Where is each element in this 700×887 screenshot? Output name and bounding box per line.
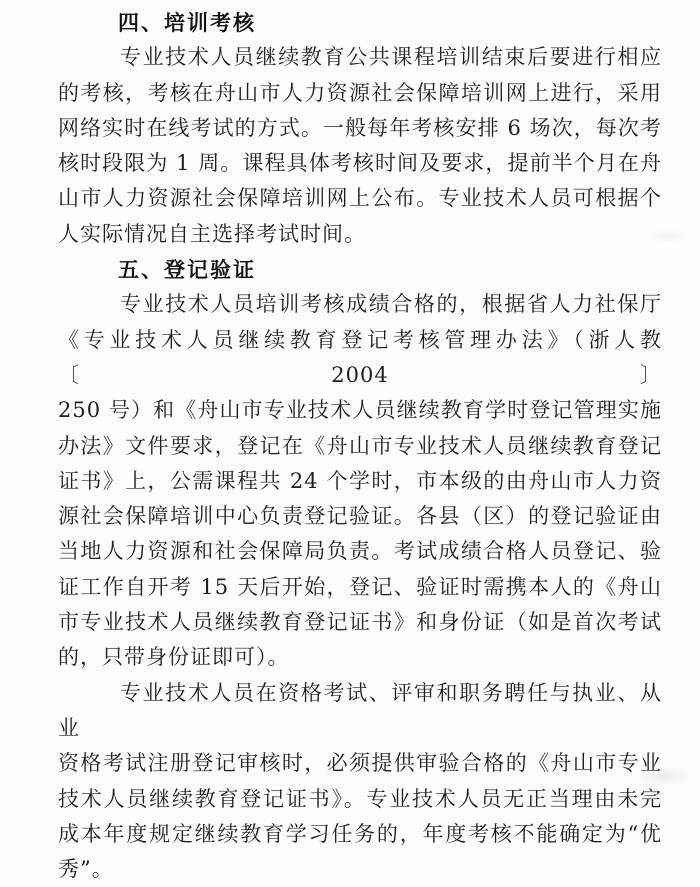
text-line: 核时段限为 1 周。课程具体考核时间及要求，提前半个月在舟 — [58, 151, 662, 176]
text-line: 源社会保障培训中心负责登记验证。各县（区）的登记验证由 — [58, 504, 662, 529]
text-line: 技术人员继续教育登记证书》。专业技术人员无正当理由未完 — [58, 786, 662, 811]
text-line: 资格考试注册登记审核时，必须提供审验合格的《舟山市专业 — [58, 751, 662, 776]
text-line: 证书》上，公需课程共 24 个学时，市本级的由舟山市人力资 — [58, 468, 662, 493]
text-line: 的，只带身份证即可）。 — [58, 645, 290, 670]
text-line: 专业技术人员培训考核成绩合格的，根据省人力社保厅 — [120, 292, 662, 317]
section-heading-4: 四、培训考核 — [118, 10, 256, 35]
text-line: 证工作自开考 15 天后开始，登记、验证时需携本人的《舟山 — [58, 574, 662, 599]
text-line: 山市人力资源社会保障培训网上公布。专业技术人员可根据个 — [58, 186, 662, 211]
text-line: 秀”。 — [58, 857, 114, 882]
section-heading-5: 五、登记验证 — [118, 257, 256, 283]
text-line: 的考核，考核在舟山市人力资源社会保障培训网上进行，采用 — [58, 80, 662, 105]
paragraph-certificate-requirement — [58, 676, 662, 887]
text-line: 市专业技术人员继续教育登记证书》和身份证（如是首次考试 — [58, 610, 662, 635]
text-line: 250 号）和《舟山市专业技术人员继续教育学时登记管理实施 — [58, 398, 662, 423]
text-line: 人实际情况自主选择考试时间。 — [58, 221, 366, 246]
text-line: 《专业技术人员继续教育登记考核管理办法》（浙人教〔2004〕 — [58, 327, 662, 387]
text-line: 专业技术人员继续教育公共课程培训结束后要进行相应 — [120, 45, 662, 70]
paragraph-training-assessment — [58, 40, 662, 252]
text-line: 成本年度规定继续教育学习任务的，年度考核不能确定为“优 — [58, 821, 662, 846]
text-line: 专业技术人员在资格考试、评审和职务聘任与执业、从业 — [58, 680, 662, 740]
text-line: 办法》文件要求，登记在《舟山市专业技术人员继续教育登记 — [58, 433, 662, 458]
text-line: 当地人力资源和社会保障局负责。考试成绩合格人员登记、验 — [58, 539, 662, 564]
paragraph-registration-verification — [58, 287, 662, 675]
text-line: 网络实时在线考试的方式。一般每年考核安排 6 场次，每次考 — [58, 115, 662, 140]
